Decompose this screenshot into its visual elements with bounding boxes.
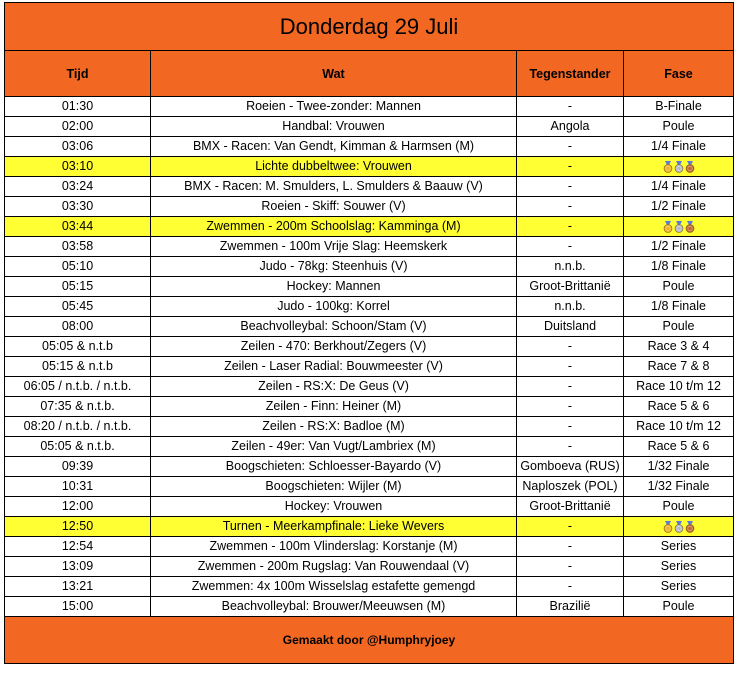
- gold-medal-icon: [663, 521, 673, 533]
- cell-tijd: 05:45: [5, 297, 151, 317]
- cell-fase: Race 5 & 6: [624, 437, 734, 457]
- table-row: [5, 257, 734, 277]
- cell-tegenstander: -: [517, 377, 624, 397]
- cell-fase: B-Finale: [624, 97, 734, 117]
- cell-tegenstander: Gomboeva (RUS): [517, 457, 624, 477]
- cell-tegenstander: Groot-Brittanië: [517, 277, 624, 297]
- cell-tijd: 12:50: [5, 517, 151, 537]
- cell-fase: Series: [624, 557, 734, 577]
- header-tegenstander: Tegenstander: [517, 51, 624, 97]
- cell-wat: Zeilen - 470: Berkhout/Zegers (V): [151, 337, 517, 357]
- cell-tijd: 05:10: [5, 257, 151, 277]
- table-row: [5, 97, 734, 117]
- cell-tegenstander: -: [517, 197, 624, 217]
- cell-tijd: 08:00: [5, 317, 151, 337]
- cell-tegenstander: -: [517, 417, 624, 437]
- medal-event-row: [5, 217, 734, 237]
- cell-wat: Zeilen - 49er: Van Vugt/Lambriex (M): [151, 437, 517, 457]
- cell-wat: Beachvolleybal: Schoon/Stam (V): [151, 317, 517, 337]
- table-row: [5, 437, 734, 457]
- cell-fase: Poule: [624, 597, 734, 617]
- cell-fase: Race 10 t/m 12: [624, 417, 734, 437]
- cell-fase: 1/2 Finale: [624, 197, 734, 217]
- medal-event-row: [5, 517, 734, 537]
- table-row: [5, 537, 734, 557]
- cell-wat: Hockey: Mannen: [151, 277, 517, 297]
- table-row: [5, 197, 734, 217]
- table-row: [5, 577, 734, 597]
- cell-tegenstander: -: [517, 577, 624, 597]
- bronze-medal-icon: [685, 521, 695, 533]
- cell-tijd: 08:20 / n.t.b. / n.t.b.: [5, 417, 151, 437]
- cell-wat: Hockey: Vrouwen: [151, 497, 517, 517]
- cell-fase: Race 10 t/m 12: [624, 377, 734, 397]
- table-row: [5, 277, 734, 297]
- cell-fase: Series: [624, 537, 734, 557]
- cell-tijd: 05:05 & n.t.b: [5, 337, 151, 357]
- cell-wat: BMX - Racen: Van Gendt, Kimman & Harmsen (M): [151, 137, 517, 157]
- cell-tijd: 10:31: [5, 477, 151, 497]
- cell-tijd: 05:15: [5, 277, 151, 297]
- cell-fase: Poule: [624, 497, 734, 517]
- cell-tegenstander: -: [517, 217, 624, 237]
- cell-wat: Zeilen - RS:X: De Geus (V): [151, 377, 517, 397]
- cell-tijd: 12:00: [5, 497, 151, 517]
- cell-fase: 1/32 Finale: [624, 457, 734, 477]
- cell-fase: [624, 157, 734, 177]
- cell-wat: Zwemmen - 100m Vlinderslag: Korstanje (M): [151, 537, 517, 557]
- cell-tijd: 03:44: [5, 217, 151, 237]
- cell-wat: Zwemmen - 200m Rugslag: Van Rouwendaal (V): [151, 557, 517, 577]
- cell-wat: Zeilen - Laser Radial: Bouwmeester (V): [151, 357, 517, 377]
- cell-tegenstander: -: [517, 97, 624, 117]
- cell-tijd: 03:30: [5, 197, 151, 217]
- cell-wat: Zwemmen - 100m Vrije Slag: Heemskerk: [151, 237, 517, 257]
- table-row: [5, 477, 734, 497]
- schedule-table: [4, 2, 734, 664]
- cell-fase: 1/8 Finale: [624, 297, 734, 317]
- table-row: [5, 397, 734, 417]
- cell-tijd: 09:39: [5, 457, 151, 477]
- medal-icons: [663, 161, 695, 173]
- medal-icons: [663, 221, 695, 233]
- cell-wat: Handbal: Vrouwen: [151, 117, 517, 137]
- cell-tegenstander: Angola: [517, 117, 624, 137]
- cell-tijd: 05:15 & n.t.b: [5, 357, 151, 377]
- cell-wat: Zeilen - Finn: Heiner (M): [151, 397, 517, 417]
- cell-tijd: 06:05 / n.t.b. / n.t.b.: [5, 377, 151, 397]
- cell-fase: 1/4 Finale: [624, 177, 734, 197]
- cell-fase: 1/8 Finale: [624, 257, 734, 277]
- cell-tijd: 02:00: [5, 117, 151, 137]
- cell-tijd: 03:06: [5, 137, 151, 157]
- table-row: [5, 117, 734, 137]
- cell-wat: Beachvolleybal: Brouwer/Meeuwsen (M): [151, 597, 517, 617]
- table-row: [5, 557, 734, 577]
- cell-tegenstander: -: [517, 177, 624, 197]
- cell-tegenstander: Groot-Brittanië: [517, 497, 624, 517]
- cell-wat: Boogschieten: Wijler (M): [151, 477, 517, 497]
- cell-wat: Boogschieten: Schloesser-Bayardo (V): [151, 457, 517, 477]
- cell-fase: Series: [624, 577, 734, 597]
- table-row: [5, 317, 734, 337]
- bronze-medal-icon: [685, 161, 695, 173]
- table-row: [5, 297, 734, 317]
- cell-fase: Race 7 & 8: [624, 357, 734, 377]
- cell-fase: Race 5 & 6: [624, 397, 734, 417]
- medal-icons: [663, 521, 695, 533]
- header-wat: Wat: [151, 51, 517, 97]
- cell-fase: Poule: [624, 317, 734, 337]
- medal-event-row: [5, 157, 734, 177]
- cell-fase: Poule: [624, 277, 734, 297]
- table-row: [5, 137, 734, 157]
- cell-fase: Poule: [624, 117, 734, 137]
- cell-wat: Zwemmen - 200m Schoolslag: Kamminga (M): [151, 217, 517, 237]
- cell-tegenstander: Naploszek (POL): [517, 477, 624, 497]
- footer-credit: Gemaakt door @Humphryjoey: [5, 617, 734, 664]
- cell-tegenstander: -: [517, 517, 624, 537]
- cell-fase: [624, 217, 734, 237]
- cell-wat: Roeien - Skiff: Souwer (V): [151, 197, 517, 217]
- cell-tijd: 07:35 & n.t.b.: [5, 397, 151, 417]
- cell-tijd: 13:09: [5, 557, 151, 577]
- table-row: [5, 457, 734, 477]
- table-row: [5, 237, 734, 257]
- cell-wat: BMX - Racen: M. Smulders, L. Smulders & Baauw (V): [151, 177, 517, 197]
- cell-tijd: 13:21: [5, 577, 151, 597]
- cell-tijd: 05:05 & n.t.b.: [5, 437, 151, 457]
- cell-tegenstander: Brazilië: [517, 597, 624, 617]
- cell-wat: Turnen - Meerkampfinale: Lieke Wevers: [151, 517, 517, 537]
- cell-tegenstander: -: [517, 157, 624, 177]
- table-row: [5, 377, 734, 397]
- cell-fase: 1/2 Finale: [624, 237, 734, 257]
- cell-fase: [624, 517, 734, 537]
- cell-wat: Zwemmen: 4x 100m Wisselslag estafette gemengd: [151, 577, 517, 597]
- silver-medal-icon: [674, 521, 684, 533]
- cell-tijd: 15:00: [5, 597, 151, 617]
- bronze-medal-icon: [685, 221, 695, 233]
- page-title: Donderdag 29 Juli: [5, 3, 734, 51]
- header-tijd: Tijd: [5, 51, 151, 97]
- cell-tegenstander: -: [517, 357, 624, 377]
- cell-wat: Judo - 78kg: Steenhuis (V): [151, 257, 517, 277]
- cell-tijd: 03:58: [5, 237, 151, 257]
- cell-fase: 1/4 Finale: [624, 137, 734, 157]
- cell-fase: 1/32 Finale: [624, 477, 734, 497]
- cell-tegenstander: -: [517, 557, 624, 577]
- table-row: [5, 357, 734, 377]
- table-row: [5, 497, 734, 517]
- table-row: [5, 597, 734, 617]
- schedule-rows: [5, 97, 734, 617]
- cell-tijd: 03:10: [5, 157, 151, 177]
- cell-tijd: 03:24: [5, 177, 151, 197]
- cell-tegenstander: n.n.b.: [517, 297, 624, 317]
- silver-medal-icon: [674, 221, 684, 233]
- gold-medal-icon: [663, 161, 673, 173]
- cell-fase: Race 3 & 4: [624, 337, 734, 357]
- header-fase: Fase: [624, 51, 734, 97]
- cell-tegenstander: -: [517, 537, 624, 557]
- cell-tijd: 01:30: [5, 97, 151, 117]
- cell-wat: Lichte dubbeltwee: Vrouwen: [151, 157, 517, 177]
- table-row: [5, 337, 734, 357]
- silver-medal-icon: [674, 161, 684, 173]
- table-row: [5, 417, 734, 437]
- table-row: [5, 177, 734, 197]
- cell-tegenstander: -: [517, 337, 624, 357]
- cell-tijd: 12:54: [5, 537, 151, 557]
- cell-tegenstander: -: [517, 137, 624, 157]
- cell-tegenstander: -: [517, 437, 624, 457]
- column-header-row: [5, 51, 734, 97]
- cell-tegenstander: Duitsland: [517, 317, 624, 337]
- cell-tegenstander: -: [517, 237, 624, 257]
- cell-wat: Judo - 100kg: Korrel: [151, 297, 517, 317]
- cell-tegenstander: n.n.b.: [517, 257, 624, 277]
- cell-wat: Roeien - Twee-zonder: Mannen: [151, 97, 517, 117]
- gold-medal-icon: [663, 221, 673, 233]
- cell-wat: Zeilen - RS:X: Badloe (M): [151, 417, 517, 437]
- cell-tegenstander: -: [517, 397, 624, 417]
